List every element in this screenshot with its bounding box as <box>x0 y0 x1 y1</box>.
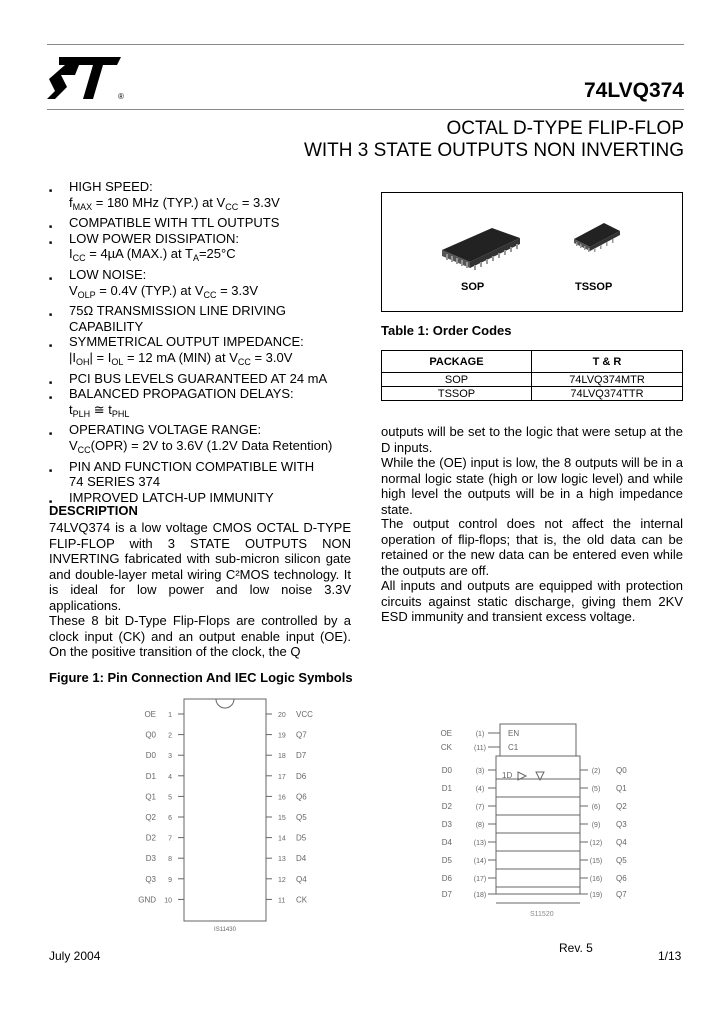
feature-item <box>49 179 369 215</box>
feature-line: PCI BUS LEVELS GUARANTEED AT 24 mA <box>69 370 328 386</box>
feature-line: $t_{PLH}$ ≅ $t_{PHL}$ <box>69 401 130 419</box>
figure-caption: Figure 1: Pin Connection And IEC Logic Symbols <box>49 670 353 685</box>
feature-line: SYMMETRICAL OUTPUT IMPEDANCE: <box>69 334 304 350</box>
bullet-icon: ■ <box>49 275 53 282</box>
feature-line: $V_{OLP} = 0.4V$ (TYP.) at $V_{CC} = 3.3V$ <box>69 282 259 300</box>
iec-input-number: (13) <box>473 840 487 847</box>
iec-output-number: (12) <box>589 840 603 847</box>
feature-line: $|I_{OH}| = I_{OL} = 12$ mA (MIN) at $V_{CC} = 3.0V$ <box>69 349 293 367</box>
iec-output-label: Q0 <box>616 766 627 775</box>
iec-logic-symbol <box>430 720 650 920</box>
order-table-header: PACKAGE <box>382 351 532 373</box>
package-images <box>381 192 683 312</box>
feature-line: LOW NOISE: <box>69 266 147 282</box>
pin-label: GND <box>138 895 156 905</box>
diagram-code: IS11430 <box>214 927 236 933</box>
pin-number: 17 <box>278 773 286 781</box>
pin-number: 20 <box>278 712 286 719</box>
table-cell: 74LVQ374MTR <box>532 373 683 387</box>
sop-package-image <box>442 228 520 270</box>
pin-label: Q0 <box>145 730 156 740</box>
iec-input-number: (17) <box>473 876 487 883</box>
table-cell: TSSOP <box>382 387 532 401</box>
feature-line: COMPATIBLE WITH TTL OUTPUTS <box>69 215 280 231</box>
feature-item <box>49 422 369 458</box>
feature-line: HIGH SPEED: <box>69 179 153 194</box>
registered-mark: ® <box>118 92 124 101</box>
pin-number: 19 <box>278 732 286 740</box>
iec-input-label: D5 <box>441 856 452 865</box>
iec-output-label: Q4 <box>616 838 627 847</box>
iec-output-label: Q1 <box>616 784 627 793</box>
table-row <box>382 387 683 401</box>
iec-input-label: D4 <box>441 838 452 847</box>
description-right-1: outputs will be set to the logic that were setup at the D inputs. <box>381 424 683 455</box>
feature-line: $I_{CC} = 4\mu A$ (MAX.) at $T_A=25^\circ C$ <box>69 246 236 264</box>
tssop-label: TSSOP <box>575 281 613 293</box>
sop-label: SOP <box>461 281 485 293</box>
pin-label: OE <box>144 710 156 719</box>
footer-page: 1/13 <box>658 949 682 963</box>
iec-output-number: (5) <box>591 786 601 793</box>
iec-output-number: (2) <box>591 768 601 775</box>
feature-item <box>49 231 369 267</box>
iec-input-number: (3) <box>475 768 485 775</box>
footer-date: July 2004 <box>49 949 101 963</box>
feature-line: BALANCED PROPAGATION DELAYS: <box>69 386 294 402</box>
title-rule <box>47 109 684 110</box>
pin-number: 5 <box>168 794 172 802</box>
order-table-caption: Table 1: Order Codes <box>381 323 512 338</box>
feature-line: LOW POWER DISSIPATION: <box>69 230 239 246</box>
bullet-icon: ■ <box>49 239 53 246</box>
feature-item <box>49 386 369 422</box>
bullet-icon: ■ <box>49 224 53 231</box>
bullet-icon: ■ <box>49 395 53 402</box>
pin-number: 2 <box>168 732 172 740</box>
pin-number: 4 <box>168 773 172 781</box>
iec-input-label: D2 <box>441 802 452 811</box>
description-paragraph-2: These 8 bit D-Type Flip-Flops are controlled by a clock input (CK) and an output enable input (OE). On the positive transition of the clock, the Q <box>49 613 351 659</box>
iec-output-label: Q7 <box>616 890 627 899</box>
feature-item <box>49 371 369 387</box>
order-table <box>381 350 683 401</box>
iec-d-label: 1D <box>502 771 513 780</box>
feature-list <box>49 179 369 505</box>
pin-label: CK <box>296 895 308 905</box>
iec-output-label: Q3 <box>616 820 627 829</box>
feature-line: OPERATING VOLTAGE RANGE: <box>69 422 262 438</box>
pin-number: 10 <box>164 897 172 905</box>
iec-input-number: (4) <box>475 786 485 793</box>
iec-input-number: (8) <box>475 822 485 829</box>
pin-number: 3 <box>168 753 172 761</box>
pin-label: D3 <box>145 854 156 864</box>
iec-input-label: D6 <box>441 874 452 883</box>
pin-number: 13 <box>278 856 286 864</box>
iec-input-label: D0 <box>441 766 452 775</box>
feature-line: CAPABILITY <box>69 318 144 334</box>
pin-number: 9 <box>168 876 172 884</box>
iec-input-number: (7) <box>475 804 485 811</box>
feature-line: PIN AND FUNCTION COMPATIBLE WITH <box>69 458 315 474</box>
pin-number: 12 <box>278 876 286 884</box>
description-heading: DESCRIPTION <box>49 503 138 518</box>
bullet-icon: ■ <box>49 379 53 386</box>
iec-input-label: CK <box>440 743 452 752</box>
bullet-icon: ■ <box>49 343 53 350</box>
top-rule <box>47 44 684 45</box>
iec-code: S11520 <box>530 911 554 918</box>
bullet-icon: ■ <box>49 431 53 438</box>
feature-line: 75Ω TRANSMISSION LINE DRIVING <box>69 303 287 319</box>
feature-item <box>49 334 369 370</box>
iec-input-number: (14) <box>473 858 487 865</box>
pin-label: D7 <box>296 751 307 761</box>
pin-label: D5 <box>296 833 307 843</box>
pin-label: Q7 <box>296 730 307 740</box>
table-cell: 74LVQ374TTR <box>532 387 683 401</box>
iec-output-number: (15) <box>589 858 603 865</box>
pin-number: 14 <box>278 835 286 843</box>
pin-number: 7 <box>168 835 172 843</box>
pin-label: D6 <box>296 771 307 781</box>
description-right-3: The output control does not affect the internal operation of flip-flops; that is, the old data can be retained or the new data can be entered even while the outputs are off. <box>381 516 683 578</box>
iec-input-label: OE <box>440 729 452 738</box>
pin-number: 11 <box>278 897 286 905</box>
pin-label: Q2 <box>145 813 156 822</box>
bullet-icon: ■ <box>49 188 53 194</box>
pin-label: D4 <box>296 854 307 864</box>
feature-item <box>49 267 369 303</box>
part-number: 74LVQ374 <box>583 79 684 102</box>
iec-input-number: (11) <box>474 745 486 752</box>
iec-output-label: Q2 <box>616 802 627 811</box>
iec-output-label: Q6 <box>616 874 627 883</box>
iec-output-number: (9) <box>591 822 601 829</box>
pin-label: D0 <box>145 751 156 761</box>
feature-line: IMPROVED LATCH-UP IMMUNITY <box>69 489 274 505</box>
bullet-icon: ■ <box>49 498 53 505</box>
feature-item <box>49 303 369 334</box>
pin-label: Q4 <box>296 874 307 884</box>
pin-number: 18 <box>278 753 286 761</box>
iec-en-label: EN <box>508 729 520 738</box>
pin-number: 6 <box>168 815 172 822</box>
feature-item <box>49 459 369 490</box>
pin-label: Q3 <box>145 874 156 884</box>
description-right-2: While the (OE) input is low, the 8 outputs will be in a normal logic state (high or low logic level) and while high level the outputs will be in a high impedance state. <box>381 455 683 517</box>
table-row <box>382 373 683 387</box>
iec-input-label: D3 <box>441 820 452 829</box>
title-line2: WITH 3 STATE OUTPUTS NON INVERTING <box>303 140 684 161</box>
iec-output-label: Q5 <box>616 856 627 865</box>
iec-input-number: (1) <box>475 731 485 738</box>
pin-number: 15 <box>278 815 286 822</box>
pin-label: Q6 <box>296 792 307 802</box>
pin-label: Q5 <box>296 813 307 822</box>
bullet-icon: ■ <box>49 467 53 474</box>
iec-output-number: (16) <box>589 876 603 883</box>
pin-label: VCC <box>296 710 313 719</box>
iec-input-number: (18) <box>473 892 487 899</box>
feature-line: 74 SERIES 374 <box>69 474 161 490</box>
pin-label: Q1 <box>145 792 156 802</box>
pin-number: 16 <box>278 794 286 802</box>
pin-connection-diagram <box>130 695 330 935</box>
iec-input-label: D1 <box>441 784 452 793</box>
iec-output-number: (6) <box>591 804 601 811</box>
feature-item <box>49 215 369 231</box>
iec-input-label: D7 <box>441 890 452 899</box>
iec-output-number: (19) <box>589 892 603 899</box>
feature-line: $f_{MAX} = 180$ MHz (TYP.) at $V_{CC} = 3.3V$ <box>69 194 280 212</box>
pin-number: 1 <box>168 712 172 719</box>
table-cell: SOP <box>382 373 532 387</box>
feature-line: $V_{CC}(OPR) = 2V$ to 3.6V (1.2V Data Retention) <box>69 437 333 455</box>
order-table-header: T & R <box>532 351 683 373</box>
tssop-package-image <box>574 223 620 252</box>
pin-number: 8 <box>168 856 172 864</box>
pin-label: D1 <box>145 771 156 781</box>
description-paragraph-1: 74LVQ374 is a low voltage CMOS OCTAL D-TYPE FLIP-FLOP with 3 STATE OUTPUTS NON INVERTING fabricated with sub-micron silicon gate and double-layer metal wiring C²MOS technology. It is ideal for low power and low noise 3.3V applications. <box>49 520 351 613</box>
footer-rev: Rev. 5 <box>559 941 593 955</box>
title-line1: OCTAL D-TYPE FLIP-FLOP <box>446 118 684 139</box>
bullet-icon: ■ <box>49 312 53 319</box>
iec-c1-label: C1 <box>508 743 519 752</box>
st-logo <box>47 55 123 101</box>
pin-label: D2 <box>145 833 156 843</box>
description-right-4: All inputs and outputs are equipped with protection circuits against static discharge, giving them 2KV ESD immunity and transient excess voltage. <box>381 578 683 624</box>
